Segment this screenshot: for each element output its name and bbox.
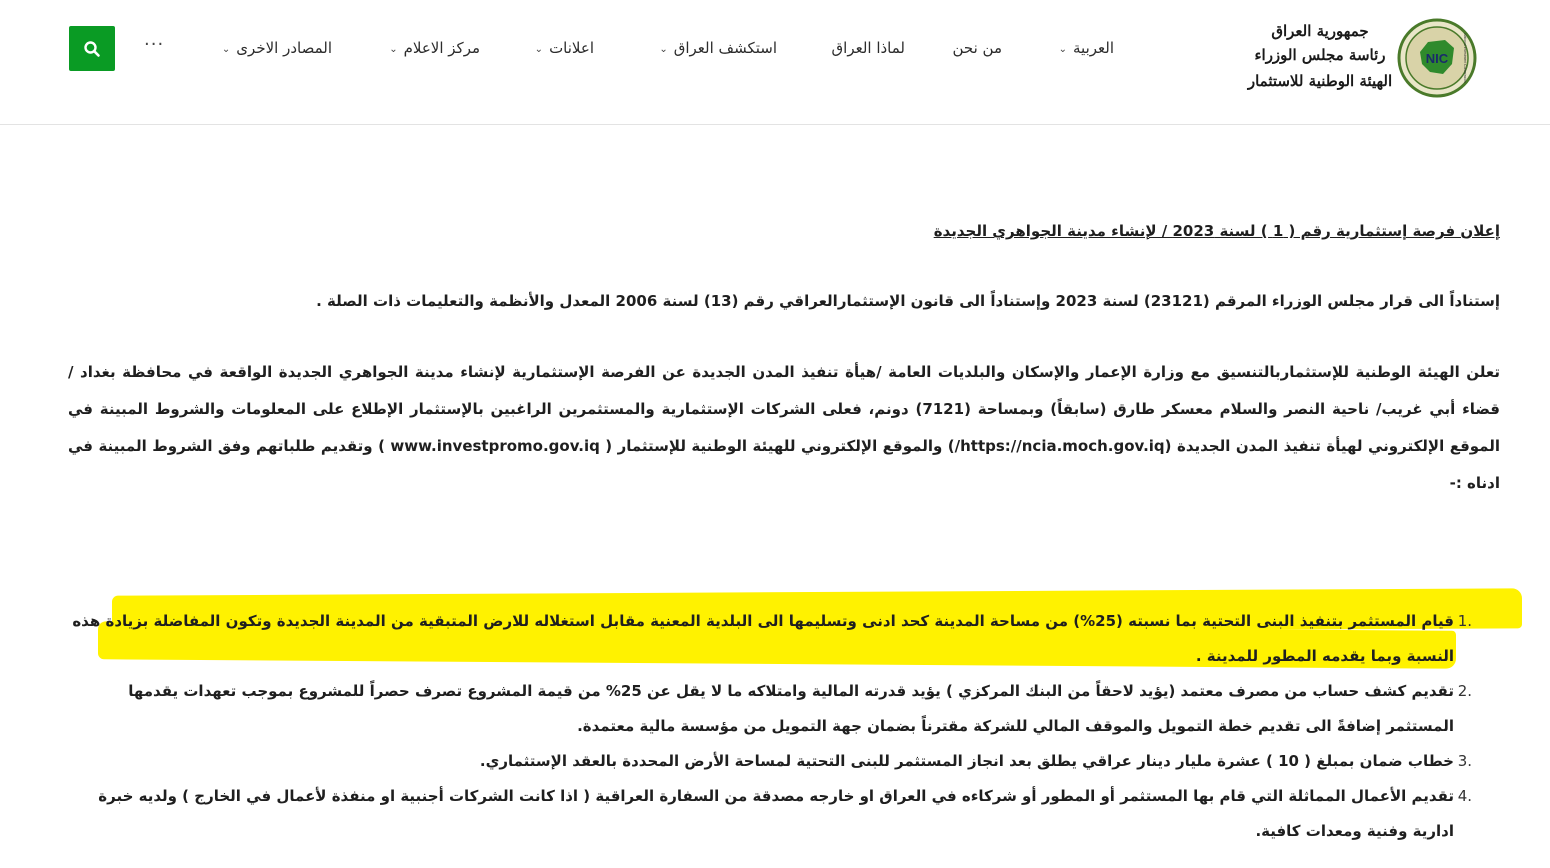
nav-about-us[interactable] xyxy=(953,38,1003,58)
article-intro-reference: إستناداً الى قرار مجلس الوزراء المرقم (23121) لسنة 2023 وإستناداً الى قانون الإستثمارالعراقي رقم (13) لسنة 2006 المعدل والأنظمة والتعليمات ذات الصلة . xyxy=(316,292,1500,310)
logo-line-1: جمهورية العراق xyxy=(1271,22,1369,40)
nav-why-iraq-label: لماذا العراق xyxy=(831,39,905,57)
list-item-number: 3. xyxy=(1457,752,1472,770)
article-intro-announcement: تعلن الهيئة الوطنية للإستثماربالتنسيق مع وزارة الإعمار والإسكان والبلديات العامة /هيأة تنفيذ المدن الجديدة عن الفرصة الإستثمارية لإنشاء مدينة الجواهري الجديدة الواقعة في محافظة بغداد / قضاء أبي غريب/ ناحية النصر والسلام معسكر طارق (سابقاً) وبمساحة (7121) دونم، فعلى الشركات الإستثمارية والمستثمرين الراغبين بالإستثمار الإطلاع على المعلومات والشروط المبينة في الموقع الإلكتروني لهيأة تنفيذ المدن الجديدة (https://ncia.moch.gov.iq/) والموقع الإلكتروني للهيئة الوطنية للإستثمار ( www.investpromo.gov.iq ) وتقديم طلباتهم وفق الشروط المبينة في ادناه :- xyxy=(68,363,1500,492)
logo-badge-caption: National Investment Commission xyxy=(1463,33,1467,83)
list-item-text: قيام المستثمر بتنفيذ البنى التحتية بما نسبته (25%) من مساحة المدينة كحد ادنى وتسليمها الى البلدية المعنية مقابل استغلاله للارض المتبقية من المدينة الجديدة وتكون المفاضلة بزيادة هذه النسبة وبما يقدمه المطور للمدينة . xyxy=(72,612,1454,665)
search-icon xyxy=(83,40,101,58)
nav-media-center-label: مركز الاعلام xyxy=(403,39,480,57)
list-item-number: 4. xyxy=(1457,787,1472,805)
chevron-down-icon: ⌄ xyxy=(659,44,668,55)
nav-other-resources[interactable] xyxy=(222,38,332,61)
article-title: إعلان فرصة إستثمارية رقم ( 1 ) لسنة 2023 / لإنشاء مدينة الجواهري الجديدة xyxy=(933,222,1500,240)
chevron-down-icon: ⌄ xyxy=(1058,44,1067,55)
list-item xyxy=(60,674,1500,744)
list-item-number: 1. xyxy=(1457,612,1472,630)
nav-explore-iraq[interactable] xyxy=(659,38,777,61)
chevron-down-icon: ⌄ xyxy=(534,44,544,55)
nav-announcements[interactable] xyxy=(535,38,594,61)
logo-line-2: رئاسة مجلس الوزراء xyxy=(1254,46,1386,64)
logo-graphic xyxy=(1240,12,1480,100)
logo-badge-text: NIC xyxy=(1425,51,1449,66)
list-item-text: تقديم كشف حساب من مصرف معتمد (يؤيد لاحقاً من البنك المركزي ) يؤيد قدرته المالية وامتلاكه ما لا يقل عن 25% من قيمة المشروع تصرف حصراً للمشروع بموجب تعهدات يقدمها المستثمر إضافةً الى تقديم خطة التمويل والموقف المالي للشركة مقترناً بضمان جهة التمويل من مؤسسة مالية معتمدة. xyxy=(128,682,1454,735)
nav-language-label: العربية xyxy=(1073,39,1114,57)
more-menu-button[interactable]: ··· xyxy=(144,34,165,55)
nav-about-us-label: من نحن xyxy=(952,39,1002,57)
list-item xyxy=(60,604,1500,674)
search-button[interactable] xyxy=(69,26,115,71)
logo-line-3: الهيئة الوطنية للاستثمار xyxy=(1247,72,1393,90)
article-body xyxy=(60,124,1500,868)
list-item xyxy=(60,744,1500,779)
nav-announcements-label: اعلانات xyxy=(549,39,594,57)
nav-language[interactable] xyxy=(1059,38,1114,61)
list-item-text: تقديم الأعمال المماثلة التي قام بها المستثمر أو المطور أو شركاءه في العراق او خارجه مصدقة من السفارة العراقية ( اذا كانت الشركات أجنبية او منفذة لأعمال في الخارج ) ولديه خبرة ادارية وفنية ومعدات كافية. xyxy=(98,787,1454,840)
nav-why-iraq[interactable] xyxy=(832,38,905,58)
list-item xyxy=(60,779,1500,849)
chevron-down-icon: ⌄ xyxy=(221,44,231,55)
nav-other-resources-label: المصادر الاخرى xyxy=(236,39,332,57)
list-item-text: خطاب ضمان بمبلغ ( 10 ) عشرة مليار دينار عراقي يطلق بعد انجاز المستثمر للبنى التحتية لمساحة الأرض المحددة بالعقد الإستثماري. xyxy=(479,752,1454,770)
nav-media-center[interactable] xyxy=(389,38,480,61)
site-logo[interactable] xyxy=(1240,12,1480,100)
list-item-number: 2. xyxy=(1457,682,1472,700)
chevron-down-icon: ⌄ xyxy=(389,44,398,55)
conditions-list xyxy=(60,604,1500,849)
site-header xyxy=(0,0,1550,125)
nav-explore-iraq-label: استكشف العراق xyxy=(673,39,777,57)
